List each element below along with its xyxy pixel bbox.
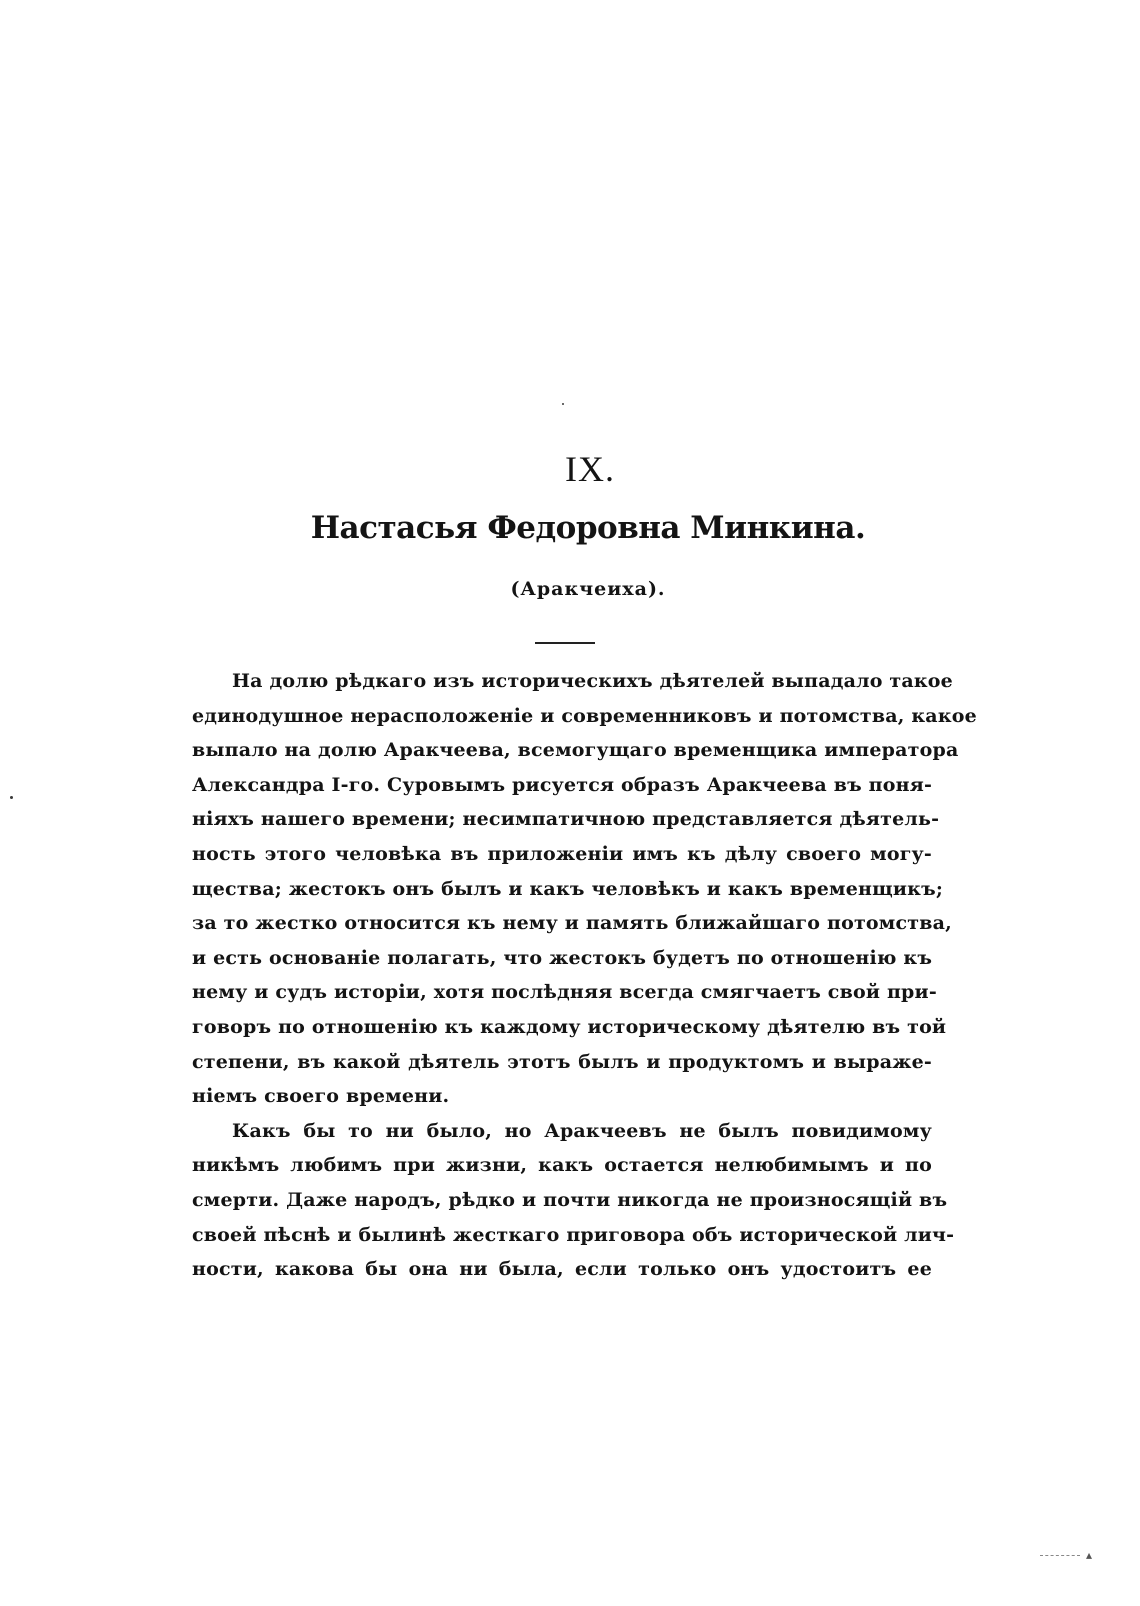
text-line: щества; жестокъ онъ былъ и какъ человѣкъ и какъ временщикъ; <box>192 877 944 900</box>
corner-arrow-icon: ▴ <box>1085 1548 1092 1562</box>
text-line: выпало на долю Аракчеева, всемогущаго временщика императора <box>192 739 959 762</box>
scan-speck <box>10 796 13 799</box>
text-line: На долю рѣдкаго изъ историческихъ дѣятелей выпадало такое <box>232 670 953 692</box>
body-text <box>192 664 977 1287</box>
paragraph <box>192 1114 955 1287</box>
text-line: Александра I-го. Суровымъ рисуется образъ Аракчеева въ поня- <box>192 773 933 796</box>
chapter-title: Настасья Федоровна Минкина. <box>310 510 866 546</box>
text-line: нему и судъ исторіи, хотя послѣдняя всегда смягчаетъ свой при- <box>192 981 937 1004</box>
text-line: и есть основаніе полагать, что жестокъ будетъ по отношенію къ <box>192 946 933 969</box>
text-line: своей пѣснѣ и былинѣ жесткаго приговора объ исторической лич- <box>192 1223 955 1246</box>
paragraph <box>192 664 977 1114</box>
text-line: ніемъ своего времени. <box>192 1085 450 1108</box>
chapter-subtitle: (Аракчеиха). <box>510 578 666 600</box>
text-line: степени, въ какой дѣятель этотъ былъ и продуктомъ и выраже- <box>192 1050 932 1073</box>
text-line: единодушное нерасположеніе и современниковъ и потомства, какое <box>192 704 977 727</box>
scan-edge-mark <box>1040 1555 1080 1556</box>
text-line: ности, какова бы она ни была, если только онъ удостоитъ ее <box>192 1258 932 1281</box>
scan-speck <box>562 403 564 405</box>
text-line: за то жестко относится къ нему и память ближайшаго потомства, <box>192 912 952 935</box>
chapter-number: IX. <box>565 449 615 489</box>
text-line: никѣмъ любимъ при жизни, какъ остается нелюбимымъ и по <box>192 1154 932 1177</box>
text-line: ніяхъ нашего времени; несимпатичною представляется дѣятель- <box>192 808 940 831</box>
text-line: Какъ бы то ни было, но Аракчеевъ не былъ повидимому <box>232 1119 932 1142</box>
text-line: говоръ по отношенію къ каждому историческому дѣятелю въ той <box>192 1015 947 1038</box>
text-line: ность этого человѣка въ приложеніи имъ къ дѣлу своего могу- <box>192 842 932 865</box>
title-divider <box>535 642 595 644</box>
text-line: смерти. Даже народъ, рѣдко и почти никогда не произносящій въ <box>192 1188 948 1211</box>
